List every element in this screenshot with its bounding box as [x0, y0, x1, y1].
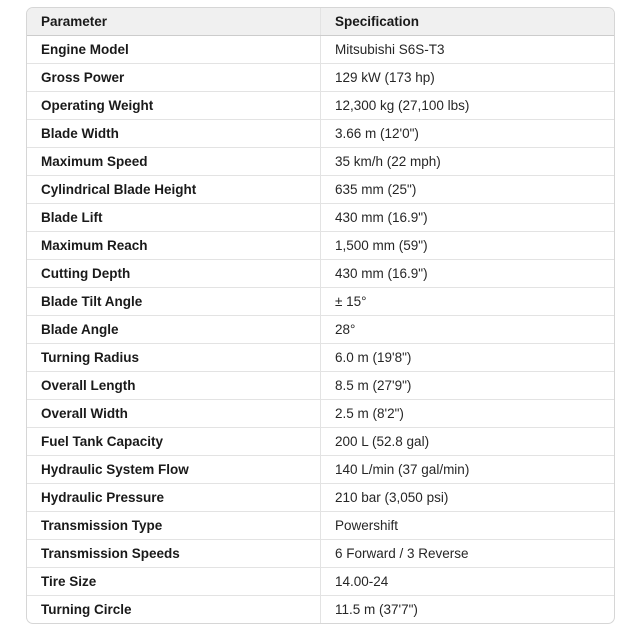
table-row [27, 456, 614, 484]
parameter-cell: Overall Width [27, 400, 321, 428]
specification-cell: 129 kW (173 hp) [321, 64, 615, 92]
table-row [27, 316, 614, 344]
specification-cell: 2.5 m (8'2") [321, 400, 615, 428]
table-row [27, 64, 614, 92]
specification-cell: 14.00-24 [321, 568, 615, 596]
parameter-cell: Blade Angle [27, 316, 321, 344]
table-row [27, 36, 614, 64]
table-row [27, 512, 614, 540]
table-row [27, 596, 614, 624]
table-body [27, 36, 614, 624]
table-row [27, 428, 614, 456]
specification-cell: Mitsubishi S6S-T3 [321, 36, 615, 64]
parameter-cell: Turning Circle [41, 602, 132, 617]
header-cell-parameter: Parameter [27, 8, 321, 36]
parameter-cell: Cylindrical Blade Height [27, 176, 321, 204]
table-row [27, 344, 614, 372]
specification-cell: 140 L/min (37 gal/min) [321, 456, 615, 484]
table-row [27, 372, 614, 400]
parameter-cell: Hydraulic System Flow [27, 456, 321, 484]
specification-cell: 28° [321, 316, 615, 344]
specification-cell: 1,500 mm (59") [321, 232, 615, 260]
parameter-cell: Overall Length [27, 372, 321, 400]
parameter-cell: Transmission Type [27, 512, 321, 540]
table-row [27, 260, 614, 288]
table-row [27, 120, 614, 148]
parameter-cell: Maximum Reach [27, 232, 321, 260]
header-row [27, 8, 614, 36]
parameter-cell: Transmission Speeds [27, 540, 321, 568]
parameter-cell: Turning Radius [27, 344, 321, 372]
specification-cell: 3.66 m (12'0") [321, 120, 615, 148]
parameter-cell: Operating Weight [27, 92, 321, 120]
specification-cell: 11.5 m (37'7") [321, 596, 615, 624]
parameter-cell: Blade Tilt Angle [27, 288, 321, 316]
specification-cell: ± 15° [321, 288, 615, 316]
table-row [27, 484, 614, 512]
specification-cell: 430 mm (16.9") [321, 260, 615, 288]
specification-cell: 200 L (52.8 gal) [321, 428, 615, 456]
table-row [27, 540, 614, 568]
parameter-cell: Engine Model [27, 36, 321, 64]
table-row [27, 92, 614, 120]
specification-cell: 35 km/h (22 mph) [321, 148, 615, 176]
parameter-cell: Hydraulic Pressure [27, 484, 321, 512]
specification-cell: 8.5 m (27'9") [321, 372, 615, 400]
specification-table [27, 8, 614, 623]
header-cell-specification: Specification [321, 8, 615, 36]
table-row [27, 568, 614, 596]
parameter-cell: Blade Lift [27, 204, 321, 232]
table-row [27, 204, 614, 232]
specification-cell: 635 mm (25") [321, 176, 615, 204]
table-row [27, 176, 614, 204]
parameter-cell: Tire Size [27, 568, 321, 596]
table-row [27, 148, 614, 176]
parameter-cell: Maximum Speed [27, 148, 321, 176]
specification-cell: 12,300 kg (27,100 lbs) [321, 92, 615, 120]
table-row [27, 232, 614, 260]
parameter-cell: Fuel Tank Capacity [27, 428, 321, 456]
parameter-cell: Cutting Depth [27, 260, 321, 288]
specification-cell: 430 mm (16.9") [321, 204, 615, 232]
specification-cell: 210 bar (3,050 psi) [321, 484, 615, 512]
table-row [27, 288, 614, 316]
spec-table-container [26, 7, 615, 624]
table-header [27, 8, 614, 36]
specification-cell: 6.0 m (19'8") [321, 344, 615, 372]
specification-cell: 6 Forward / 3 Reverse [321, 540, 615, 568]
specification-cell: Powershift [321, 512, 615, 540]
table-row [27, 400, 614, 428]
parameter-cell: Gross Power [27, 64, 321, 92]
parameter-cell: Blade Width [27, 120, 321, 148]
